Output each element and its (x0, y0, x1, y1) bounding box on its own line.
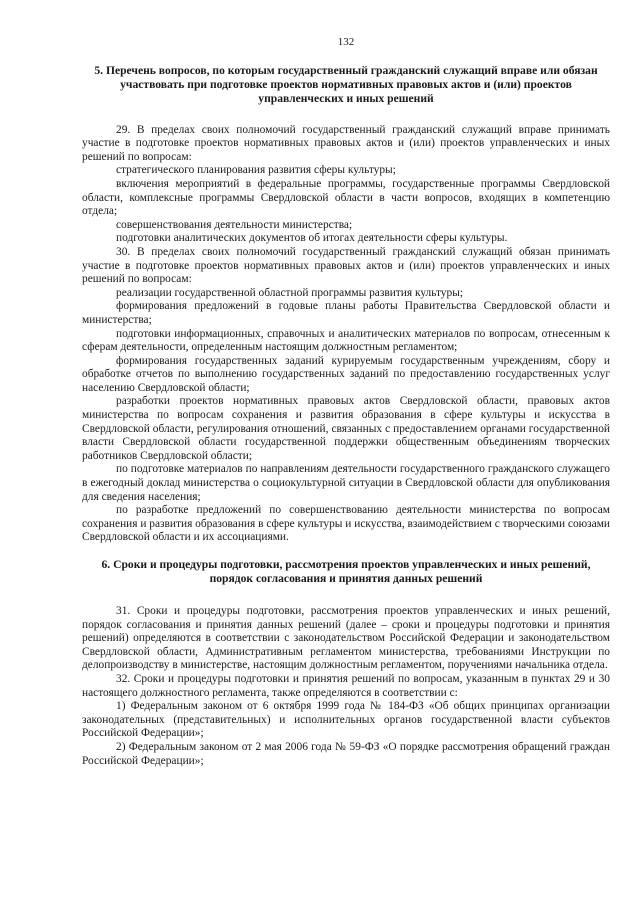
paragraph: 31. Сроки и процедуры подготовки, рассмотрения проектов управленческих и иных решений, порядок согласования и принятия данных решений (далее – сроки и процедуры подготовки и принятия решений) определяются в соответствии с законодательством Российской Федерации и законодательством Свердловской области, Административным регламентом министерства, требованиями Инструкции по делопроизводству в министерстве, настоящим должностным регламентом, поручениями начальника отдела. (82, 605, 610, 672)
list-item: разработки проектов нормативных правовых актов Свердловской области, правовых актов министерства по вопросам сохранения и развития образования в сфере культуры и искусства в Свердловской области, регулирования отношений, связанных с предоставлением органами государственной власти Свердловской области государственной поддержки общественным объединениям творческих работников Свердловской области; (82, 395, 610, 462)
list-item: 2) Федеральным законом от 2 мая 2006 года № 59-ФЗ «О порядке рассмотрения обращений граждан Российской Федерации»; (82, 740, 610, 767)
list-item: стратегического планирования развития сферы культуры; (116, 164, 396, 177)
page-number: 132 (337, 36, 355, 48)
list-item: формирования государственных заданий курируемым государственным учреждениям, сбору и обработке отчетов по выполнению государственных заданий по предоставлению государственных услуг населению Свердловской области; (82, 354, 610, 394)
section-6-heading: 6. Сроки и процедуры подготовки, рассмотрения проектов управленческих и иных решений, порядок согласования и принятия данных решений (101, 558, 591, 585)
section-5-body (82, 124, 610, 545)
paragraph: 30. В пределах своих полномочий государственный гражданский служащий обязан принимать участие в подготовке проектов нормативных правовых актов и (или) проектов управленческих и иных решений по вопросам: (82, 245, 610, 286)
list-item: 1) Федеральным законом от 6 октября 1999 года № 184-ФЗ «Об общих принципах организации законодательных (представительных) и исполнительных органов государственной власти субъектов Российской Федерации»; (82, 700, 610, 740)
list-item: совершенствования деятельности министерства; (116, 218, 353, 231)
paragraph: 32. Сроки и процедуры подготовки и принятия решений по вопросам, указанным в пунктах 29 и 30 настоящего должностного регламента, также определяются в соответствии с: (82, 672, 610, 699)
list-item: по разработке предложений по совершенствованию деятельности министерства по вопросам сохранения и развития образования в сфере культуры и искусства, взаимодействием с творческими союзами Свердловской области и их ассоциациями. (82, 504, 611, 544)
list-item: подготовки аналитических документов об итогах деятельности сферы культуры. (116, 232, 508, 245)
list-item: включения мероприятий в федеральные программы, государственные программы Свердловской области, комплексные программы Свердловской области в части вопросов, входящих в компетенцию отдела; (82, 177, 610, 218)
list-item: реализации государственной областной программы развития культуры; (116, 286, 464, 299)
list-item: подготовки информационных, справочных и аналитических материалов по вопросам, отнесенным к сферам деятельности, определенным настоящим должностным регламентом; (82, 327, 610, 354)
section-5-heading: 5. Перечень вопросов, по которым государственный гражданский служащий вправе или обязан участвовать при подготовке проектов нормативных правовых актов и (или) проектов управленческих и иных решений (94, 63, 598, 105)
section-6-body (82, 605, 610, 768)
list-item: по подготовке материалов по направлениям деятельности государственного гражданского служащего в ежегодный доклад министерства о социокультурной ситуации в Свердловской области для опубликования для сведения населения; (82, 463, 610, 503)
paragraph: 29. В пределах своих полномочий государственный гражданский служащий вправе принимать участие в подготовке проектов нормативных правовых актов и (или) проектов управленческих и иных решений по вопросам: (82, 123, 610, 163)
list-item: формирования предложений в годовые планы работы Правительства Свердловской области и министерства; (82, 300, 610, 326)
